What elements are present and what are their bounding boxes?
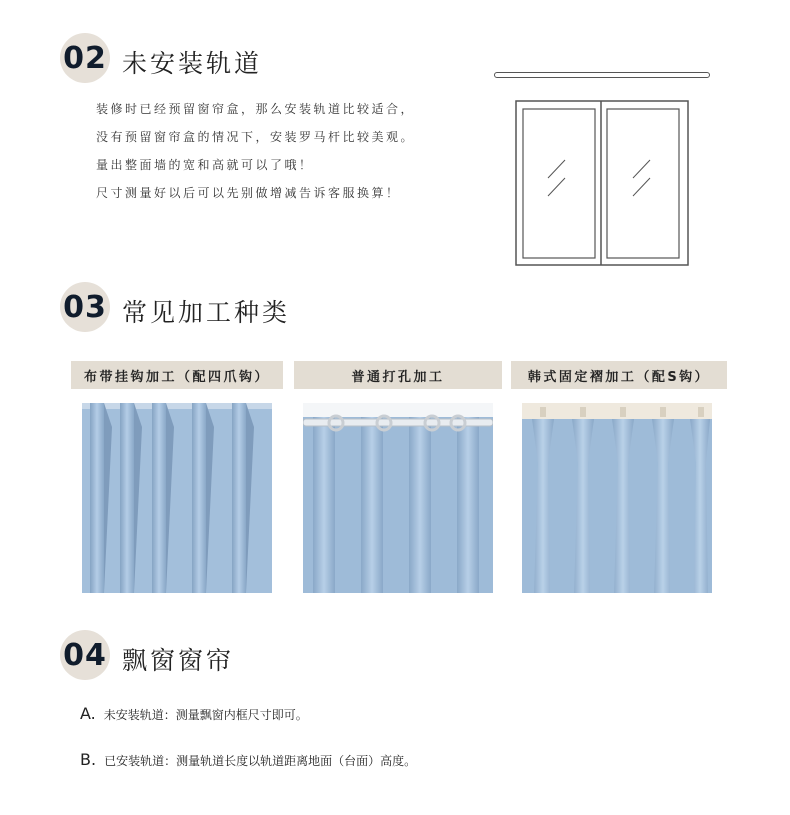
section-number-badge [60,33,110,83]
option-item-b [80,750,416,769]
section-title: 常见加工种类 [122,298,291,327]
section-title: 未安装轨道 [122,49,263,78]
section-number-badge [60,282,110,332]
paragraph-line: 量出整面墙的宽和高就可以了哦！ [96,158,314,172]
paragraph-line: 装修时已经预留窗帘盒，那么安装轨道比较适合， [96,102,416,116]
option-text: 未安装轨道：测量飘窗内框尺寸即可。 [103,708,308,722]
curtain-photo-fixed-pleat [522,403,712,593]
section-number: 03 [63,289,107,325]
paragraph-line: 尺寸测量好以后可以先别做增减告诉客服换算！ [96,186,401,200]
paragraph-line: 没有预留窗帘盒的情况下，安装罗马杆比较美观。 [96,130,416,144]
option-item-a [80,704,308,723]
option-letter: A. [80,704,96,723]
section-title: 飘窗窗帘 [122,646,235,675]
curtain-rail-illustration [494,72,710,78]
option-letter: B. [80,750,97,769]
option-text: 已安装轨道：测量轨道长度以轨道距离地面（台面）高度。 [104,754,417,768]
section-number: 04 [63,637,107,673]
curtain-photo-grommet [303,403,493,593]
curtain-photo-hook-tape [82,403,272,593]
processing-type-label: 普通打孔加工 [294,361,502,389]
section-number: 02 [63,40,107,76]
processing-type-label: 布带挂钩加工（配四爪钩） [71,361,283,389]
section-number-badge [60,630,110,680]
processing-type-label: 韩式固定褶加工（配S钩） [511,361,727,389]
window-illustration [515,100,689,268]
